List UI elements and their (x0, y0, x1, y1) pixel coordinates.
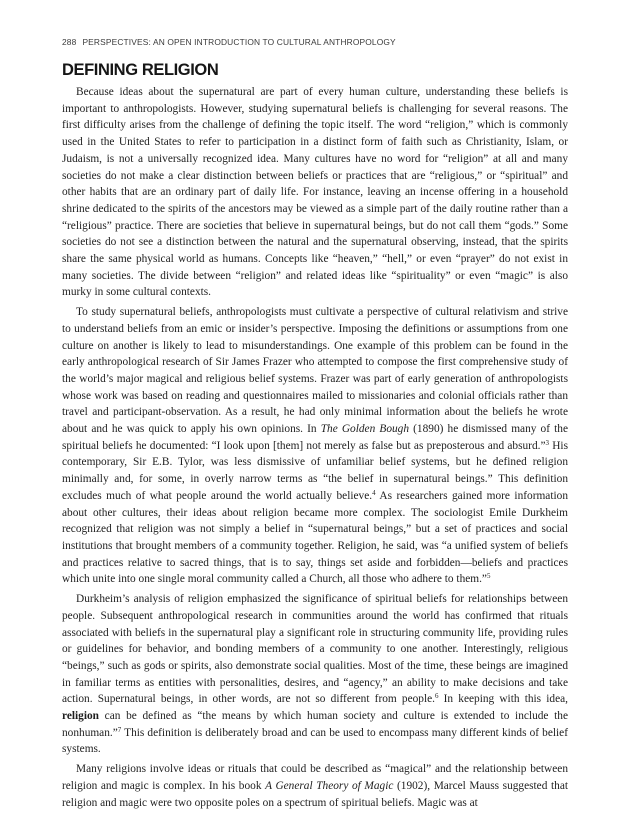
key-term-religion: religion (62, 710, 99, 723)
paragraph-4-text-b: (1902), Marcel Mauss suggested that religion and magic were two opposite poles on a spectrum of spiritual beliefs. Magic was at (62, 779, 569, 809)
paragraph-2-text-b: (1890) he dismissed many of the spiritual beliefs he documented: “I look upon [them] not merely as false but as preposterous and absurd.” (62, 423, 568, 452)
paragraph-3-text-b: In keeping with this idea, (438, 693, 568, 706)
paragraph-4-text-a: Many religions involve ideas or rituals that could be described as “magical” and the relationship between religion and magic is complex. In his book (62, 763, 568, 792)
paragraph-1 (62, 84, 568, 301)
footnote-ref-7: 7 (117, 725, 122, 734)
paragraph-3-text-c: can be defined as “the means by which human society and culture is extended to include the nonhuman.” (62, 710, 568, 739)
footnote-ref-4: 4 (372, 488, 376, 497)
book-title-golden-bough: The Golden Bough (320, 423, 410, 436)
paragraph-2-text-c: His contemporary, Sir E.B. Tylor, was less dismissive of unfamiliar belief systems, but he defined religion minimally and, for some, in overly narrow terms as “the belief in supernatural beings.” This definition excludes much of what people around the world actually believe. (62, 439, 568, 502)
page-number: 288 (62, 37, 77, 47)
paragraph-4 (62, 761, 568, 811)
footnote-ref-3: 3 (545, 438, 549, 447)
footnote-ref-5: 5 (486, 572, 491, 581)
document-page (62, 36, 568, 814)
body-text (62, 84, 568, 811)
running-title: PERSPECTIVES: AN OPEN INTRODUCTION TO CULTURAL ANTHROPOLOGY (82, 37, 396, 47)
paragraph-3-text-a: Durkheim’s analysis of religion emphasized the significance of spiritual beliefs for relationships between people. Subsequent anthropological research in communities around the world has confirmed that rituals associated with beliefs in the supernatural play a significant role in structuring community life, providing rules or guidelines for behavior, and bonding members of a community to one another. Interestingly, religious “beings,” such as gods or spirits, also demonstrate social qualities. Most of the time, these beings are imagined in familiar terms as entities with personalities, desires, and “agency,” an ability to make decisions and take action. Supernatural beings, in other words, are not so different from people. (62, 593, 568, 706)
paragraph-2-text-d: As researchers gained more information about other cultures, their ideas about religion became more complex. The sociologist Emile Durkheim recognized that religion was not simply a belief in “supernatural beings,” but a set of practices and social institutions that brought members of a community together. Religion, he said, was “a unified system of beliefs and practices relative to sacred things, that is to say, things set aside and forbidden—beliefs and practices which unite into one single moral community called a Church, all those who adhere to them.” (62, 489, 568, 586)
paragraph-1-text: Because ideas about the supernatural are part of every human culture, understanding these beliefs is important to anthropologists. However, studying supernatural beliefs is challenging for several reasons. The first difficulty arises from the challenge of defining the topic itself. The word “religion,” which is commonly used in the United States to refer to participation in a distinct form of faith such as Christianity, Islam, or Judaism, is not a universally recognized idea. Many cultures have no word for “religion” at all and many societies do not make a clear distinction between beliefs or practices that are “religious,” or “spiritual” and other habits that are an ordinary part of daily life. For instance, leaving an incense offering in a household shrine dedicated to the spirits of the ancestors may be viewed as a simple part of the daily routine rather than a “religious” practice. There are societies that believe in supernatural beings, but do not call them “gods.” Some societies do not see a distinction between the natural and the supernatural observing, instead, that the spirits share the same physical world as humans. Concepts like “heaven,” “hell,” or even “prayer” do not exist in many societies. The divide between “religion” and related ideas like “spirituality” or even “magic” is also murky in some cultural contexts. (62, 86, 568, 299)
running-header (62, 36, 568, 48)
footnote-ref-6: 6 (434, 692, 439, 701)
paragraph-3 (62, 591, 568, 758)
paragraph-2-text-a: To study supernatural beliefs, anthropologists must cultivate a perspective of cultural relativism and strive to understand beliefs from an emic or insider’s perspective. Imposing the definitions or assumptions from one culture on another is likely to lead to misunderstandings. One example of this problem can be found in the early anthropological research of Sir James Frazer who attempted to compose the first comprehensive study of the world’s major magical and religious belief systems. Frazer was part of early generation of anthropologists whose work was based on reading and questionnaires mailed to missionaries and colonial officials rather than travel and participant-observation. As a result, he had only minimal information about the beliefs he wrote about and he was quick to apply his own opinions. In (62, 306, 568, 436)
book-title-general-theory-of-magic: A General Theory of Magic (265, 779, 394, 792)
section-heading: DEFINING RELIGION (62, 61, 219, 79)
paragraph-2 (62, 304, 568, 588)
paragraph-3-text-d: This definition is deliberately broad and can be used to encompass many different kinds of belief systems. (62, 726, 568, 756)
